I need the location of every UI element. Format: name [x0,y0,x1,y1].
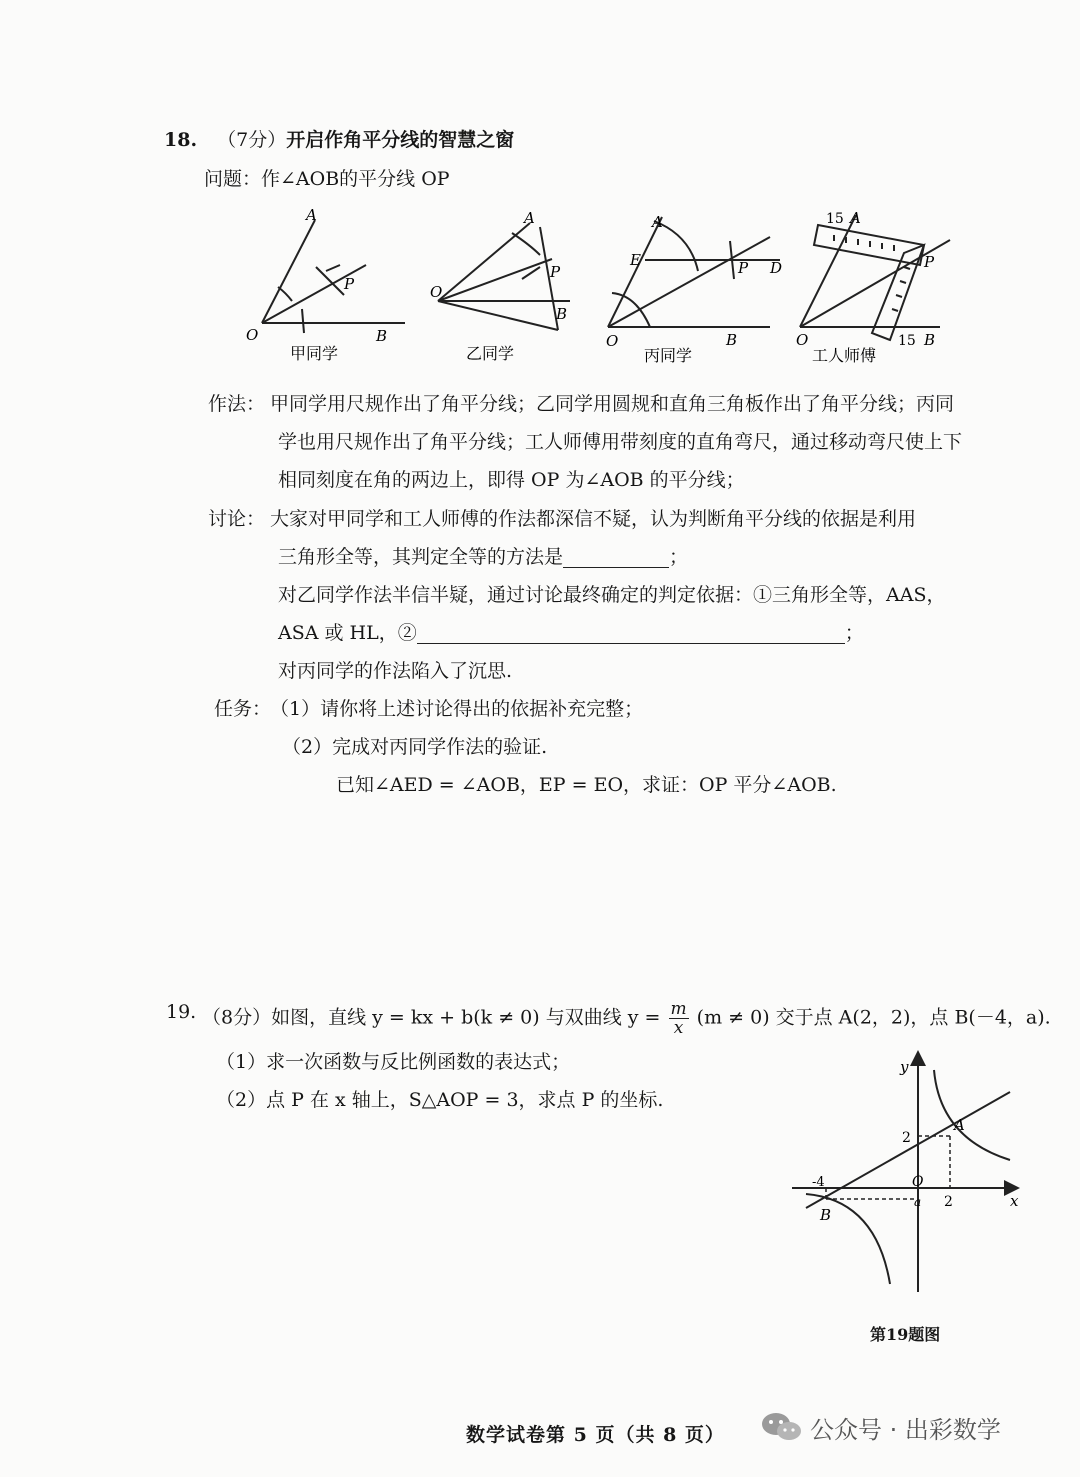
q18-task-2-given: 已知∠AED = ∠AOB，EP = EO，求证：OP 平分∠AOB. [336,774,837,796]
q18-discuss-line-4 [278,621,864,645]
hyperbola-branch-2 [806,1194,890,1284]
graph-tick-2-y: 2 [902,1130,911,1146]
hyperbola-branch-1 [934,1070,1010,1160]
fig3-label-B: B [726,331,738,349]
wechat-icon [760,1409,804,1445]
q18-method-line-2: 学也用尺规作出了角平分线；工人师傅用带刻度的直角弯尺，通过移动弯尺使上下 [278,431,963,453]
q19-frac-num: m [670,999,687,1019]
fig3-label-O: O [606,332,619,350]
q18-number: 18. [164,129,198,151]
q19-stem-b: (m ≠ 0) 交于点 A(2，2)，点 B(－4，a). [696,1006,1051,1029]
figure-bing [608,217,783,327]
q18-problem: 问题：作∠AOB的平分线 OP [204,168,450,190]
q19-sub-2: （2）点 P 在 x 轴上，S△AOP = 3，求点 P 的坐标. [216,1089,664,1111]
q18-discuss-line-2 [278,545,688,569]
fig4-label-P: P [924,253,935,271]
fig3-label-A: A [652,213,663,231]
fig3-caption: 丙同学 [644,346,693,365]
fig2-label-A: A [524,209,535,227]
q19-number: 19. [166,1001,197,1023]
watermark-text: 公众号 · 出彩数学 [810,1415,1001,1444]
fig3-label-E: E [630,251,641,269]
q19-stem-a: （8分）如图，直线 y = kx + b(k ≠ 0) 与双曲线 y = [202,1006,661,1029]
fig4-caption: 工人师傅 [812,346,877,365]
fig4-label-15-bottom: 15 [898,333,916,349]
graph-label-A: A [954,1116,965,1134]
graph-label-y: y [900,1058,909,1076]
q19-caption: 第19题图 [870,1325,941,1344]
graph-tick-neg4: -4 [812,1175,825,1190]
graph-tick-2-x: 2 [944,1194,953,1210]
fig2-label-P: P [550,263,561,281]
q18-task-label: 任务： [214,698,272,720]
q18-header [164,128,514,152]
q18-discuss-line-4-end: ； [844,622,864,644]
answer-blank-1[interactable] [563,549,669,568]
q18-title: 开启作角平分线的智慧之窗 [286,129,515,151]
fig4-label-A: A [850,209,861,227]
q18-discuss-line-2-text: 三角形全等，其判定全等的方法是 [278,546,564,568]
q18-discuss-label: 讨论： [208,508,266,530]
q18-task-2: （2）完成对丙同学作法的验证. [282,736,548,758]
fig1-label-O: O [246,326,259,344]
fig1-label-B: B [376,327,388,345]
fig2-label-B: B [556,305,568,323]
fig1-caption: 甲同学 [290,344,339,363]
q18-task-1: （1）请你将上述讨论得出的依据补充完整； [270,698,644,720]
q18-discuss-line-4-text: ASA 或 HL，② [278,622,417,644]
fig1-label-A: A [306,206,317,224]
q18-method-line-1: 甲同学用尺规作出了角平分线；乙同学用圆规和直角三角板作出了角平分线；丙同 [270,393,955,415]
graph-label-B: B [820,1206,832,1224]
q18-score: （7分） [217,129,287,151]
q19-fraction [669,1000,689,1037]
watermark [760,1409,1001,1445]
fig3-label-D: D [770,259,783,277]
q18-method-line-3: 相同刻度在角的两边上，即得 OP 为∠AOB 的平分线； [278,469,745,491]
figure-jia [262,220,405,333]
q19-frac-den: x [673,1018,684,1038]
fig2-caption: 乙同学 [466,344,515,363]
q18-discuss-line-2-end: ； [669,546,689,568]
fig1-label-P: P [344,275,355,293]
graph-tick-a: a [914,1195,922,1209]
answer-blank-2[interactable] [417,625,845,644]
q18-discuss-line-3: 对乙同学作法半信半疑，通过讨论最终确定的判定依据：①三角形全等，AAS， [278,584,946,606]
q18-figures [240,205,960,375]
fig4-label-O: O [796,331,809,349]
graph-label-x: x [1010,1192,1019,1210]
fig2-label-O: O [430,283,443,301]
figure-worker [800,215,950,340]
q18-discuss-line-1: 大家对甲同学和工人师傅的作法都深信不疑，认为判断角平分线的依据是利用 [270,508,917,530]
fig4-label-B: B [924,331,936,349]
q19-graph [788,1048,1028,1298]
q18-discuss-line-5: 对丙同学的作法陷入了沉思. [278,660,513,682]
q19-sub-1: （1）求一次函数与反比例函数的表达式； [216,1051,571,1073]
fig3-label-P: P [738,259,749,277]
q19-stem [202,1000,1051,1037]
fig4-label-15-top: 15 [826,211,844,227]
graph-label-O: O [912,1174,924,1190]
page-footer: 数学试卷第 5 页（共 8 页） [466,1424,725,1446]
linear-function-line [806,1092,1010,1208]
q18-method-label: 作法： [208,393,266,415]
